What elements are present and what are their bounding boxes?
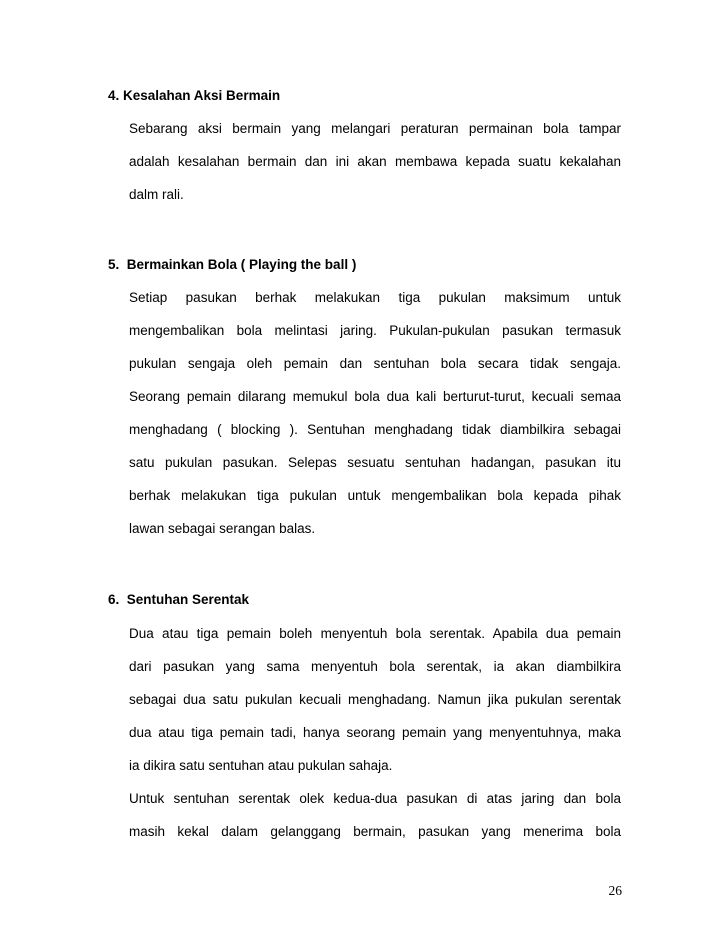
section-5-line-1: Setiap pasukan berhak melakukan tiga pukulan maksimum untuk <box>129 290 621 305</box>
section-4-line-1: Sebarang aksi bermain yang melangari peraturan permainan bola tampar <box>129 121 621 136</box>
section-6-heading: 6. Sentuhan Serentak <box>108 592 250 607</box>
section-5-line-4: Seorang pemain dilarang memukul bola dua kali berturut-turut, kecuali semaa <box>129 389 621 404</box>
section-5-line-7: berhak melakukan tiga pukulan untuk mengembalikan bola kepada pihak <box>129 488 621 503</box>
section-5-line-2: mengembalikan bola melintasi jaring. Pukulan-pukulan pasukan termasuk <box>129 323 621 338</box>
section-5-heading: 5. Bermainkan Bola ( Playing the ball ) <box>108 257 357 272</box>
section-5-line-6: satu pukulan pasukan. Selepas sesuatu sentuhan hadangan, pasukan itu <box>129 455 621 470</box>
section-6-line-3: sebagai dua satu pukulan kecuali menghadang. Namun jika pukulan serentak <box>129 692 621 707</box>
section-6-line-5: ia dikira satu sentuhan atau pukulan sahaja. <box>129 758 393 773</box>
section-6-line-7: masih kekal dalam gelanggang bermain, pasukan yang menerima bola <box>129 824 621 839</box>
section-4-heading: 4. Kesalahan Aksi Bermain <box>108 88 281 103</box>
section-5-line-8: lawan sebagai serangan balas. <box>129 521 316 536</box>
section-6-line-4: dua atau tiga pemain tadi, hanya seorang pemain yang menyentuhnya, maka <box>129 725 621 740</box>
section-4-line-2: adalah kesalahan bermain dan ini akan membawa kepada suatu kekalahan <box>129 154 621 169</box>
section-5-line-5: menghadang ( blocking ). Sentuhan menghadang tidak diambilkira sebagai <box>129 422 621 437</box>
section-6-line-6: Untuk sentuhan serentak olek kedua-dua pasukan di atas jaring dan bola <box>129 791 621 806</box>
section-5-line-3: pukulan sengaja oleh pemain dan sentuhan bola secara tidak sengaja. <box>129 356 621 371</box>
section-6-line-1: Dua atau tiga pemain boleh menyentuh bola serentak. Apabila dua pemain <box>129 626 621 641</box>
section-4-line-3: dalm rali. <box>129 187 184 202</box>
section-6-line-2: dari pasukan yang sama menyentuh bola serentak, ia akan diambilkira <box>129 659 621 674</box>
page-number: 26 <box>608 883 622 898</box>
